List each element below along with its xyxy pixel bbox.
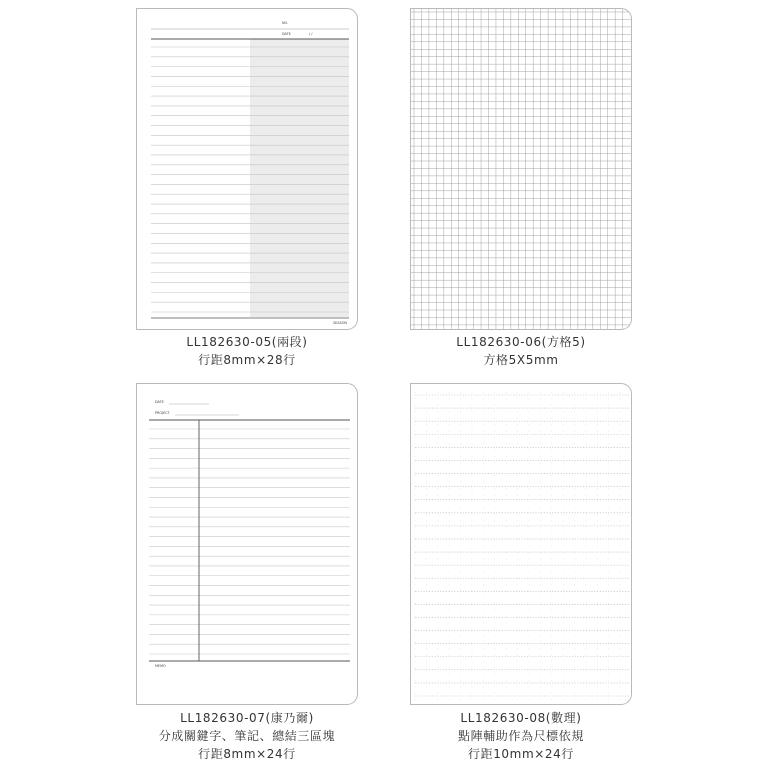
header-date-label: DATE — [282, 32, 291, 36]
model-label: LL182630-08(數理) — [460, 711, 582, 725]
caption-notebook-07 — [117, 709, 377, 763]
dotted-lines — [415, 392, 629, 700]
notebook-page-math — [410, 383, 632, 705]
notebook-page-cornell — [136, 383, 358, 705]
ruled-lines — [149, 429, 350, 654]
math-dotted-pattern — [411, 384, 632, 705]
caption-notebook-06 — [391, 333, 651, 369]
header-project-label: PROJECT — [155, 411, 170, 415]
notebook-page-two-section — [136, 8, 358, 330]
spec-label: 行距10mm×24行 — [468, 747, 574, 761]
grid-pattern — [411, 9, 632, 330]
brand-logo: SEASON — [333, 321, 347, 325]
spec-label: 方格5X5mm — [483, 353, 559, 367]
desc-label: 點陣輔助作為尺標依規 — [457, 729, 584, 743]
spec-label: 行距8mm×24行 — [198, 747, 296, 761]
grid-lines — [411, 9, 632, 330]
model-label: LL182630-07(康乃爾) — [180, 711, 314, 725]
caption-notebook-05 — [117, 333, 377, 369]
memo-label: MEMO — [155, 664, 166, 668]
header-no-label: NO. — [282, 21, 289, 25]
header-date-label: DATE — [155, 400, 164, 404]
caption-notebook-08 — [391, 709, 651, 763]
shaded-column — [250, 39, 349, 317]
model-label: LL182630-06(方格5) — [456, 335, 586, 349]
notebook-page-grid — [410, 8, 632, 330]
two-section-ruling — [137, 9, 358, 330]
model-label: LL182630-05(兩段) — [186, 335, 308, 349]
spec-label: 行距8mm×28行 — [198, 353, 296, 367]
cornell-ruling — [137, 384, 358, 705]
desc-label: 分成關鍵字、筆記、總結三區塊 — [158, 729, 336, 743]
header-date-separators: / / — [309, 32, 313, 36]
